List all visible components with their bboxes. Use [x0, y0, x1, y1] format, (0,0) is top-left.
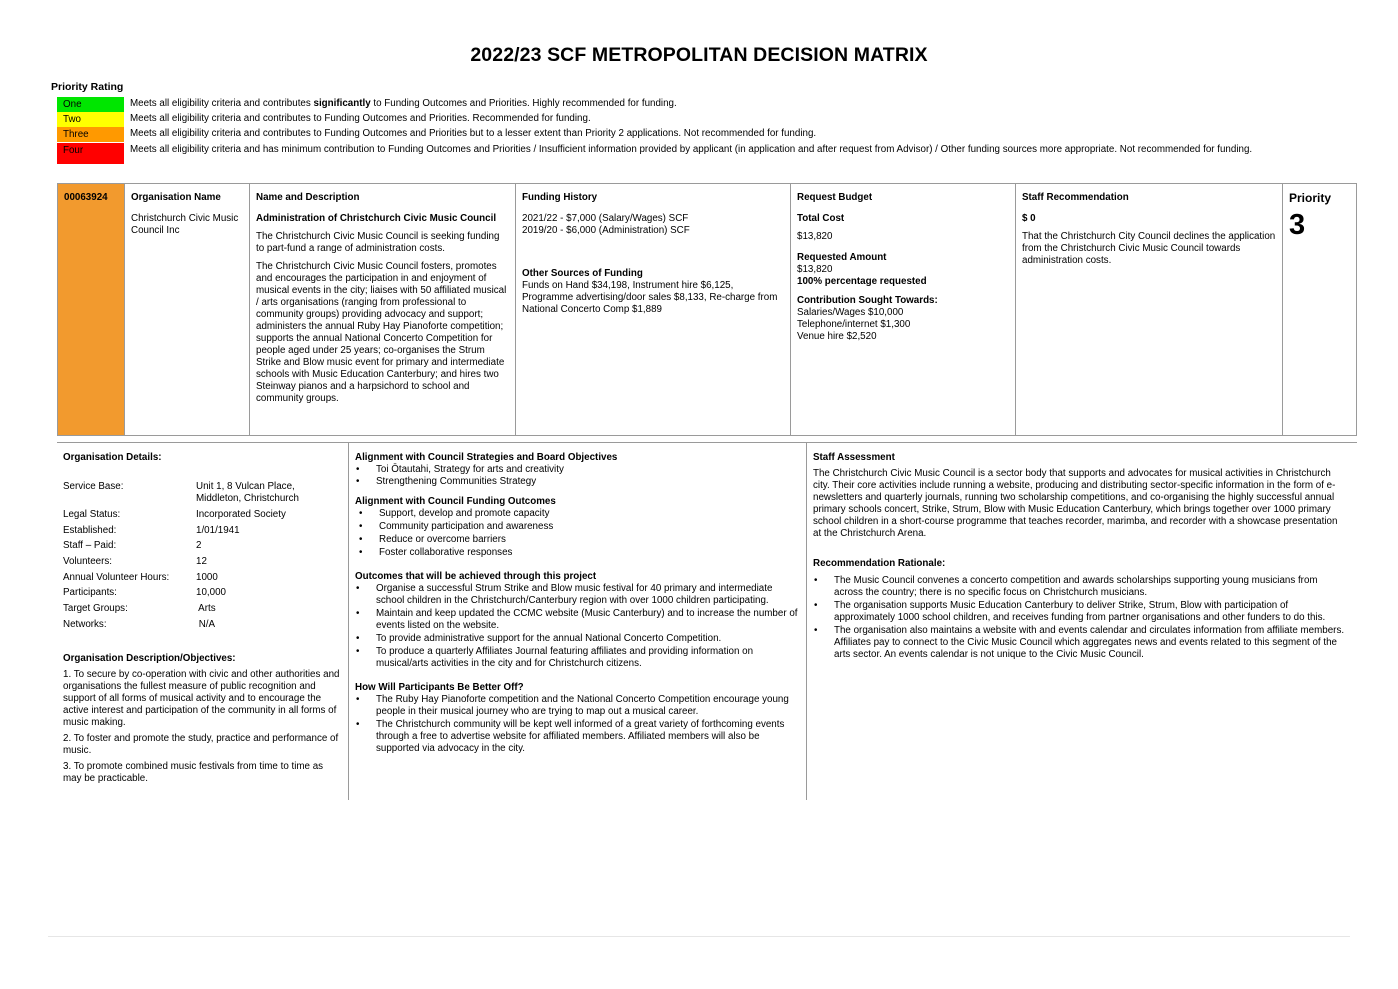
total-cost-value: $13,820: [797, 231, 833, 242]
detail-row: [63, 540, 341, 556]
priority-rating-heading: Priority Rating: [51, 81, 124, 93]
strategies-heading: Alignment with Council Strategies and Board Objectives: [355, 452, 618, 463]
detail-value: 1/01/1941: [196, 524, 240, 536]
list-item: • Community participation and awareness: [379, 521, 801, 533]
staff-assessment-section: [813, 452, 1345, 661]
list-item: • To produce a quarterly Affiliates Journal featuring affiliates and providing information on musical/arts activities in the city and for Christchurch citizens.: [376, 646, 801, 670]
requested-percentage: 100% percentage requested: [797, 276, 927, 287]
staff-recommended-amount: $ 0: [1022, 213, 1036, 224]
contribution-line: Venue hire $2,520: [797, 331, 877, 342]
objective-item: 3. To promote combined music festivals from time to time as may be practicable.: [63, 760, 324, 784]
organisation-name-heading: Organisation Name: [131, 192, 221, 203]
description-paragraph: The Christchurch Civic Music Council fosters, promotes and encourages the participation in and enjoyment of musical events in the city; liaises with 50 affiliated musical / arts organisations (ranging from professional to community groups) providing advocacy and support; administers the annual Ruby Hay Pianoforte competition; supports the annual National Concerto Competition for people aged under 25 years; co-organises the Strum Strike and Blow music event for primary and intermediate schools with Music Education Canterbury; and hires two Steinway pianos and a harpsichord to school and community groups.: [256, 261, 507, 404]
priority-description-one: Meets all eligibility criteria and contributes significantly to Funding Outcomes and Priorities. Highly recommended for funding.: [130, 98, 677, 109]
detail-row: [63, 525, 341, 541]
priority-description-four: Meets all eligibility criteria and has minimum contribution to Funding Outcomes and Priorities / Insufficient information provided by applicant (in application and after request from Advisor) / Other funding sources more appropriate. Not recommended for funding.: [130, 144, 1253, 155]
alignment-section: [355, 452, 801, 755]
detail-row: [63, 509, 341, 525]
contribution-line: Telephone/internet $1,300: [797, 319, 911, 330]
other-funding-text: Funds on Hand $34,198, Instrument hire $6,125, Programme advertising/door sales $8,133, Re-charge from National Concerto Comp $1,889: [522, 280, 778, 315]
detail-value: 1000: [196, 571, 218, 583]
contribution-line: Salaries/Wages $10,000: [797, 307, 904, 318]
detail-row: [63, 481, 341, 509]
detail-row: [63, 556, 341, 572]
project-title: Administration of Christchurch Civic Music Council: [256, 213, 497, 224]
organisation-details-section: [63, 452, 341, 789]
funding-outcomes-heading: Alignment with Council Funding Outcomes: [355, 496, 556, 507]
detail-row: [63, 619, 341, 635]
detail-label: Target Groups:: [63, 603, 128, 615]
list-item: • Strengthening Communities Strategy: [376, 476, 801, 488]
funding-history-cell: [516, 184, 791, 435]
priority-value: 3: [1289, 209, 1306, 241]
objective-item: 1. To secure by co-operation with civic and other authorities and organisations the fullest measure of public recognition and support of all forms of musical activity and to encourage the active interest and participation of the community in all forms of music making.: [63, 668, 340, 728]
total-cost-label: Total Cost: [797, 213, 845, 224]
detail-value: N/A: [196, 618, 216, 630]
request-budget-cell: [791, 184, 1016, 435]
project-outcomes-heading: Outcomes that will be achieved through this project: [355, 571, 597, 582]
staff-recommendation-text: That the Christchurch City Council declines the application from the Christchurch Civic Music Council towards administration costs.: [1022, 231, 1276, 266]
detail-row: [63, 587, 341, 603]
page-footer-divider: [48, 936, 1350, 937]
funding-history-line: 2021/22 - $7,000 (Salary/Wages) SCF: [522, 213, 689, 224]
list-item: • The organisation supports Music Education Canterbury to deliver Strike, Strum, Blow with participation of approximately 1000 school children, and receives funding from partner organisations and other funders to do this.: [834, 600, 1345, 624]
list-item: • Support, develop and promote capacity: [379, 508, 801, 520]
detail-value: 12: [196, 556, 207, 568]
description-heading: Name and Description: [256, 192, 360, 203]
detail-value: Arts: [196, 603, 216, 615]
detail-label: Staff – Paid:: [63, 540, 117, 552]
rationale-heading: Recommendation Rationale:: [813, 558, 946, 569]
strategies-list: [355, 464, 801, 488]
application-id: 00063924: [64, 192, 108, 203]
funding-history-heading: Funding History: [522, 192, 598, 203]
staff-assessment-heading: Staff Assessment: [813, 452, 895, 463]
priority-description-three: Meets all eligibility criteria and contributes to Funding Outcomes and Priorities but to a lesser extent than Priority 2 applications. Not recommended for funding.: [130, 128, 817, 139]
priority-swatch-three: Three: [57, 127, 124, 142]
application-table: [57, 183, 1357, 436]
list-item: • Foster collaborative responses: [379, 547, 801, 559]
detail-value: Incorporated Society: [196, 509, 286, 520]
detail-row: [63, 603, 341, 619]
organisation-details-table: [63, 481, 341, 635]
funding-history-line: 2019/20 - $6,000 (Administration) SCF: [522, 225, 690, 236]
list-item: • Reduce or overcome barriers: [379, 534, 801, 546]
priority-legend-row-three: [57, 127, 1325, 142]
priority-description-two: Meets all eligibility criteria and contributes to Funding Outcomes and Priorities. Recommended for funding.: [130, 113, 591, 124]
detail-label: Legal Status:: [63, 509, 121, 520]
description-paragraph: The Christchurch Civic Music Council is seeking funding to part-fund a range of administration costs.: [256, 231, 500, 254]
request-budget-heading: Request Budget: [797, 192, 873, 203]
column-divider: [348, 443, 349, 800]
requested-amount-value: $13,820: [797, 264, 833, 275]
organisation-details-heading: Organisation Details:: [63, 452, 162, 463]
list-item: • The organisation also maintains a website with and events calendar and circulates information from affiliate members. Affiliates pay to connect to the Civic Music Council which aggregates news and events related to this segment of the arts sector. An events calendar is not unique to the Civic Music Council.: [834, 625, 1345, 661]
requested-amount-label: Requested Amount: [797, 252, 887, 263]
participants-better-off-heading: How Will Participants Be Better Off?: [355, 682, 524, 693]
column-divider: [806, 443, 807, 800]
participants-better-off-list: [355, 694, 801, 755]
priority-legend-row-one: [57, 97, 1325, 112]
priority-legend-row-four: [57, 143, 1325, 164]
detail-value: Unit 1, 8 Vulcan Place, Middleton, Christchurch: [196, 481, 299, 504]
application-id-cell: [58, 184, 125, 435]
detail-label: Networks:: [63, 618, 107, 630]
priority-swatch-four: Four: [57, 143, 124, 164]
list-item: • The Ruby Hay Pianoforte competition and the National Concerto Competition encourage young people in their musical journey who are trying to map out a musical career.: [376, 694, 801, 718]
rationale-list: [813, 575, 1345, 661]
project-outcomes-list: [355, 583, 801, 670]
detail-label: Volunteers:: [63, 556, 113, 568]
detail-label: Service Base:: [63, 481, 124, 492]
list-item: • Toi Ōtautahi, Strategy for arts and creativity: [376, 464, 801, 476]
organisation-name: Christchurch Civic Music Council Inc: [131, 213, 239, 236]
objectives-heading: Organisation Description/Objectives:: [63, 652, 236, 664]
priority-swatch-one: One: [57, 97, 124, 112]
funding-outcomes-list: [355, 508, 801, 559]
objectives-list: [63, 669, 341, 785]
priority-heading: Priority: [1289, 191, 1332, 205]
list-item: • The Christchurch community will be kept well informed of a great variety of forthcoming events through a free to advertise website for affiliated members. Affiliated members will also be supported via advocacy in the city.: [376, 719, 801, 755]
detail-value: 10,000: [196, 587, 226, 599]
staff-assessment-text: The Christchurch Civic Music Council is a sector body that supports and advocates for musical activities in Christchurch city. Their core activities include running a website, producing and distributing sector-specific information in the form of e-newsletters and quarterly journals, running two scholarship competitions, and co-organising the highly successful annual primary schools concert, Strike, Strum, Blow with Music Education Canterbury, which brings together over 1000 primary school children in a short-course programme that teaches recorder, marimba, and recorder with a showcase presentation at the Christchurch Arena.: [813, 468, 1338, 539]
organisation-name-cell: [125, 184, 250, 435]
staff-recommendation-heading: Staff Recommendation: [1022, 192, 1129, 203]
detail-label: Participants:: [63, 587, 117, 599]
priority-legend-row-two: [57, 112, 1325, 127]
priority-swatch-two: Two: [57, 112, 124, 127]
objective-item: 2. To foster and promote the study, practice and performance of music.: [63, 732, 339, 756]
other-funding-heading: Other Sources of Funding: [522, 268, 643, 279]
staff-recommendation-cell: [1016, 184, 1283, 435]
list-item: • Organise a successful Strum Strike and Blow music festival for 40 primary and intermediate school children in the Christchurch/Canterbury region with over 1000 children participating.: [376, 583, 801, 607]
section-divider: [57, 442, 1357, 443]
detail-value: 2: [196, 540, 202, 552]
list-item: • Maintain and keep updated the CCMC website (Music Canterbury) and to increase the number of events listed on the website.: [376, 608, 801, 632]
list-item: • To provide administrative support for the annual National Concerto Competition.: [376, 633, 801, 645]
description-cell: [250, 184, 516, 435]
page-title: 2022/23 SCF METROPOLITAN DECISION MATRIX: [470, 44, 928, 66]
detail-label: Annual Volunteer Hours:: [63, 571, 170, 583]
list-item: • The Music Council convenes a concerto competition and awards scholarships supporting young musicians from across the country; there is no specific focus on Christchurch musicians.: [834, 575, 1345, 599]
contribution-label: Contribution Sought Towards:: [797, 295, 938, 306]
detail-row: [63, 572, 341, 588]
priority-cell: [1283, 184, 1356, 435]
detail-label: Established:: [63, 524, 117, 536]
